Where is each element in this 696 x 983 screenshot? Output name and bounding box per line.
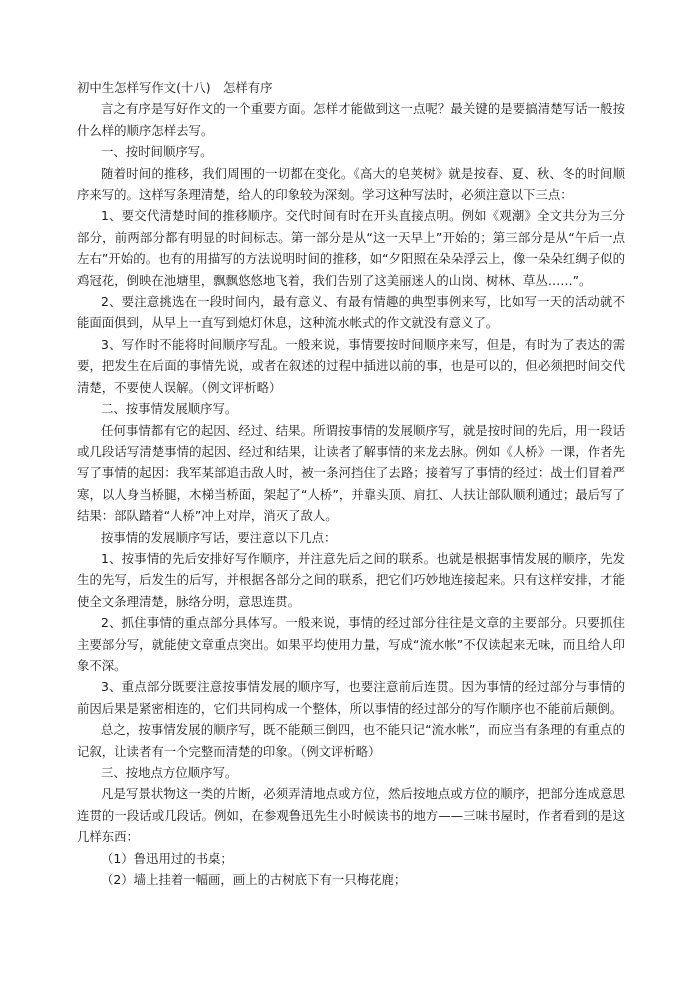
section1-point: 1、要交代清楚时间的推移顺序。交代时间有时在开头直接点明。例如《观潮》全文共分为三分部分，前两部分都有明显的时间标志。第一部分是从“这一天早上”开始的；第三部分是从“午后一点左右”开始的。也有的用描写的方法说明时间的推移，如“夕阳照在朵朵浮云上，像一朵朵红绸子似的鸡冠花，倒映在池塘里，飘飘悠悠地飞着，我们告别了这美丽迷人的山岗、树林、草丛……”。 [77,208,625,288]
document-title: 初中生怎样写作文(十八) 怎样有序 [77,80,273,95]
section-heading-time-order: 一、按时间顺序写。 [101,144,213,160]
section1-point: 3、写作时不能将时间顺序写乱。一般来说，事情要按时间顺序来写，但是，有时为了表达的需要，把发生在后面的事情先说，或者在叙述的过程中插进以前的事，也是可以的，但必须把时间交代清楚，不要使人误解。（例文评析略） [77,336,625,395]
section3-item: （2）墙上挂着一幅画，画上的古树底下有一只梅花鹿； [101,872,407,888]
section-heading-event-order: 二、按事情发展顺序写。 [101,401,238,417]
document-page [77,77,625,890]
section2-summary: 总之，按事情发展的顺序写，既不能颠三倒四，也不能只记“流水帐”，而应当有条理的有重点的记叙，让读者有一个完整而清楚的印象。（例文评析略） [77,722,625,759]
section1-paragraph: 随着时间的推移，我们周围的一切都在变化。《高大的皂荚树》就是按春、夏、秋、冬的时间顺序来写的。这样写条理清楚，给人的印象较为深刻。学习这种写法时，必须注意以下三点： [77,165,625,203]
section2-point: 2、抓住事情的重点部分具体写。一般来说，事情的经过部分往往是文章的主要部分。只要抓住主要部分写，就能使文章重点突出。如果平均使用力量，写成“流水帐”不仅读起来无味，而且给人印象不深。 [77,615,625,673]
section2-point: 1、按事情的先后安排好写作顺序，并注意先后之间的联系。也就是根据事情发展的顺序，先发生的先写，后发生的后写，并根据各部分之间的联系，把它们巧妙地连接起来。只有这样安排，才能使全文条理清楚，脉络分明，意思连贯。 [77,550,625,609]
section-heading-place-order: 三、按地点方位顺序写。 [101,765,238,780]
section2-point: 3、重点部分既要注意按事情发展的顺序写，也要注意前后连贯。因为事情的经过部分与事情的前因后果是紧密相连的，它们共同构成一个整体，所以事情的经过部分的写作顺序也不能前后颠倒。 [77,679,625,716]
section2-lead: 按事情的发展顺序写话，要注意以下几点： [101,529,337,545]
section3-paragraph: 凡是写景状物这一类的片断，必须弄清地点或方位，然后按地点或方位的顺序，把部分连成意思连贯的一段话或几段话。例如，在参观鲁迅先生小时候读书的地方——三味书屋时，作者看到的是这几样东西： [77,786,625,845]
section3-item: （1）鲁迅用过的书桌； [101,850,233,866]
section1-point: 2、要注意挑选在一段时间内，最有意义、有最有情趣的典型事例来写，比如写一天的活动就不能面面俱到，从早上一直写到熄灯休息，这种流水帐式的作文就没有意义了。 [77,294,625,331]
section2-paragraph: 任何事情都有它的起因、经过、结果。所谓按事情的发展顺序写，就是按时间的先后，用一段话或几段话写清楚事情的起因、经过和结果，让读者了解事情的来龙去脉。例如《人桥》一课，作者先写了事情的起因：我军某部追击敌人时，被一条河挡住了去路；接着写了事情的经过：战士们冒着严寒，以人身当桥腿，木梯当桥面，架起了“人桥”，并靠头顶、肩扛、人扶让部队顺利通过；最后写了结果：部队踏着“人桥”冲上对岸，消灭了敌人。 [77,422,625,524]
intro-paragraph: 言之有序是写好作文的一个重要方面。怎样才能做到这一点呢？最关键的是要搞清楚写话一般按什么样的顺序怎样去写。 [77,101,625,138]
